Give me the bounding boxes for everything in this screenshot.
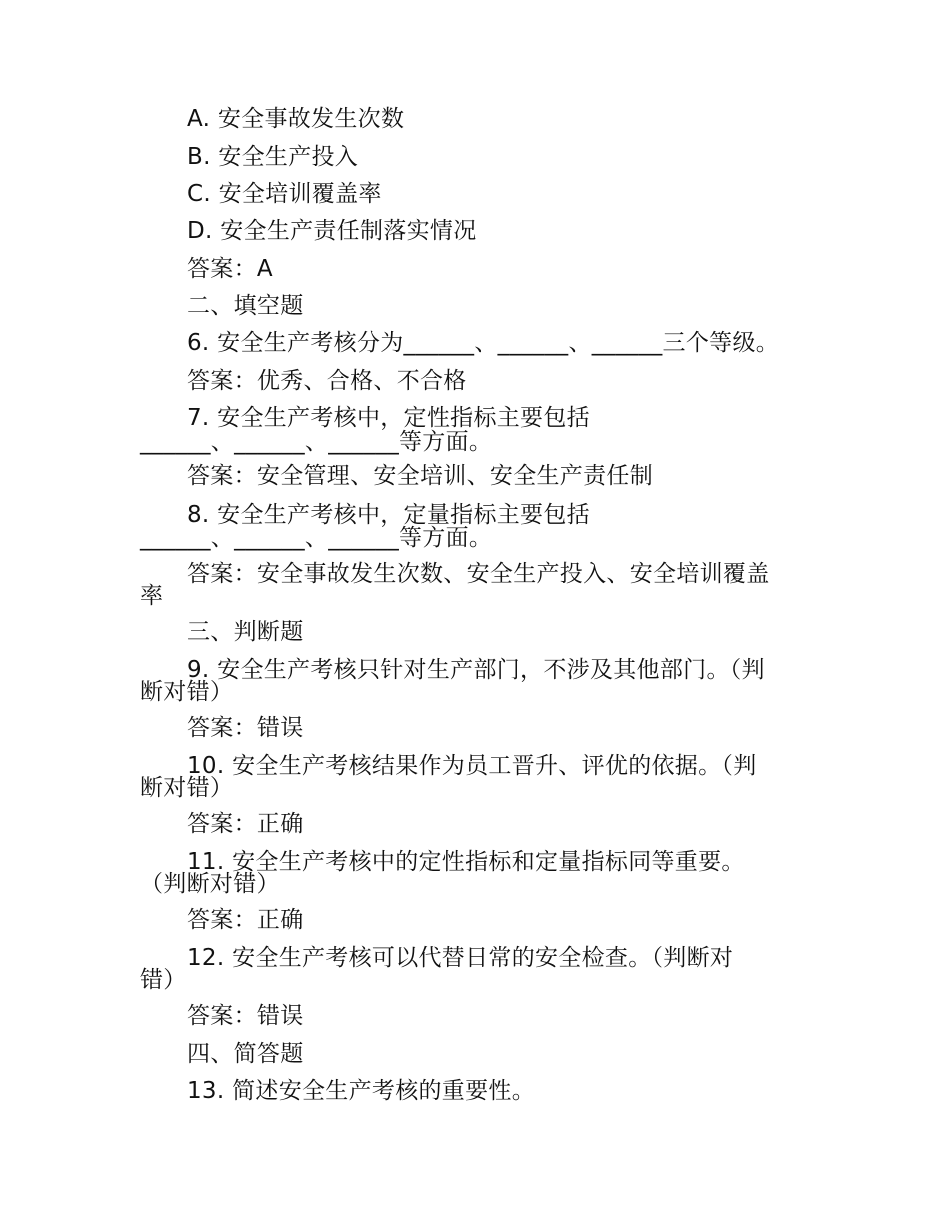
q6-answer: 答案：优秀、合格、不合格 (187, 368, 467, 394)
q12-question-line2: 错） (140, 967, 187, 993)
q11-answer: 答案：正确 (187, 907, 304, 933)
q8-answer-line2: 率 (140, 583, 164, 609)
q11-question-line2: （判断对错） (140, 871, 280, 897)
q5-option-b: B. 安全生产投入 (187, 144, 359, 170)
q9-answer: 答案：错误 (187, 715, 304, 741)
q9-question-line1: 9. 安全生产考核只针对生产部门，不涉及其他部门。（判 (187, 657, 765, 683)
q8-question-line2: ______、______、______等方面。 (140, 525, 493, 551)
q5-answer: 答案：A (187, 256, 273, 282)
q10-question-line1: 10. 安全生产考核结果作为员工晋升、评优的依据。（判 (187, 753, 757, 779)
q10-answer: 答案：正确 (187, 811, 304, 837)
section4-title: 四、简答题 (187, 1041, 304, 1067)
q10-question-line2: 断对错） (140, 775, 234, 801)
q7-question-line1: 7. 安全生产考核中，定性指标主要包括 (187, 405, 590, 431)
q11-question-line1: 11. 安全生产考核中的定性指标和定量指标同等重要。 (187, 849, 745, 875)
q9-question-line2: 断对错） (140, 679, 234, 705)
q12-answer: 答案：错误 (187, 1003, 304, 1029)
q6-question: 6. 安全生产考核分为______、______、______三个等级。 (187, 330, 780, 356)
q12-question-line1: 12. 安全生产考核可以代替日常的安全检查。（判断对 (187, 945, 734, 971)
q8-question-line1: 8. 安全生产考核中，定量指标主要包括 (187, 502, 590, 528)
section3-title: 三、判断题 (187, 619, 304, 645)
section2-title: 二、填空题 (187, 293, 304, 319)
q13-question: 13. 简述安全生产考核的重要性。 (187, 1078, 535, 1104)
q8-answer-line1: 答案：安全事故发生次数、安全生产投入、安全培训覆盖 (187, 561, 770, 587)
q7-question-line2: ______、______、______等方面。 (140, 429, 493, 455)
q7-answer: 答案：安全管理、安全培训、安全生产责任制 (187, 463, 653, 489)
q5-option-a: A. 安全事故发生次数 (187, 106, 405, 132)
q5-option-c: C. 安全培训覆盖率 (187, 181, 382, 207)
q5-option-d: D. 安全生产责任制落实情况 (187, 218, 477, 244)
